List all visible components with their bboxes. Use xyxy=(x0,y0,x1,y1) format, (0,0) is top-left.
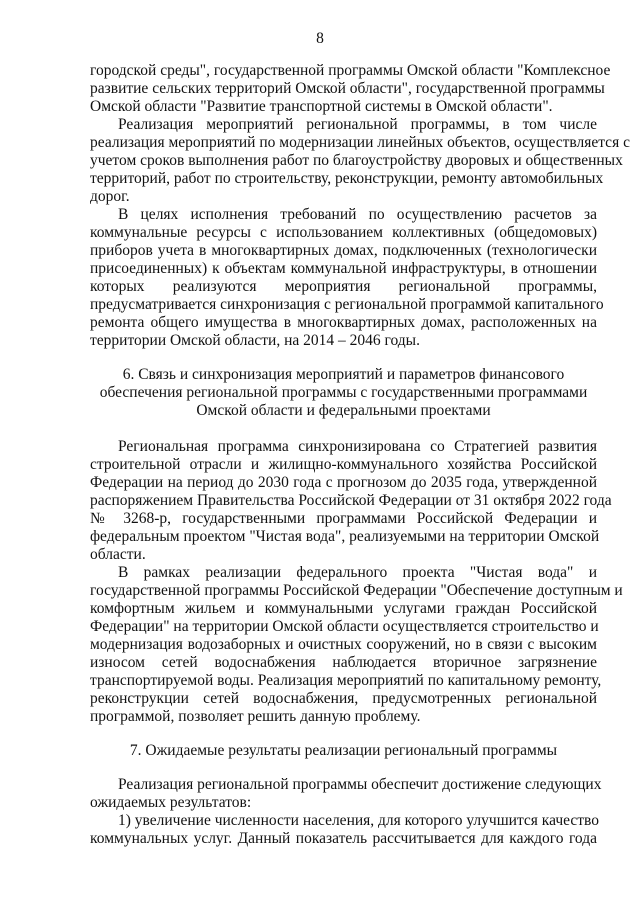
section-6-heading: Омской области и федеральными проектами xyxy=(196,402,491,419)
text-line: приборов учета в многоквартирных домах, подключенных (технологически xyxy=(90,242,597,259)
text-line: программой, позволяет решить данную проблему. xyxy=(90,708,421,725)
text-line: предусматривается синхронизация с региональной программой капитального xyxy=(90,296,604,313)
text-line: области. xyxy=(90,546,146,563)
text-line: ремонта общего имущества в многоквартирных домах, расположенных на xyxy=(90,314,597,331)
text-line: которых реализуются мероприятия региональной программы, xyxy=(90,278,597,295)
page-number: 8 xyxy=(316,30,324,47)
section-6-heading: 6. Связь и синхронизация мероприятий и параметров финансового xyxy=(122,366,565,383)
text-line: Федерации" на территории Омской области осуществляется строительство и xyxy=(90,618,599,635)
text-line: В целях исполнения требований по осуществлению расчетов за xyxy=(118,206,597,223)
text-line: реконструкции сетей водоснабжения, предусмотренных региональной xyxy=(90,690,597,707)
text-line: учетом сроков выполнения работ по благоустройству дворовых и общественных xyxy=(90,152,623,169)
text-line: развитие сельских территорий Омской области", государственной программы xyxy=(90,80,605,97)
text-line: распоряжением Правительства Российской Федерации от 31 октября 2022 года xyxy=(90,492,612,509)
text-line: № 3268-р, государственными программами Российской Федерации и xyxy=(90,510,597,527)
text-line: модернизация водозаборных и очистных сооружений, но в связи с высоким xyxy=(90,636,597,653)
section-7-heading: 7. Ожидаемые результаты реализации региональный программы xyxy=(129,742,558,759)
text-line: Реализация региональной программы обеспечит достижение следующих xyxy=(118,776,602,793)
text-line: Реализация мероприятий региональной программы, в том числе xyxy=(118,116,597,133)
text-line: комфортным жильем и коммунальными услугами граждан Российской xyxy=(90,600,597,617)
section-6-heading: обеспечения региональной программы с государственными программами xyxy=(99,384,588,401)
text-line: коммунальных услуг. Данный показатель рассчитывается для каждого года xyxy=(90,830,597,847)
text-line: территории Омской области, на 2014 – 2046 годы. xyxy=(90,332,420,349)
text-line: реализация мероприятий по модернизации линейных объектов, осуществляется с xyxy=(90,134,630,151)
text-line: федеральным проектом "Чистая вода", реализуемыми на территории Омской xyxy=(90,528,600,545)
text-line: Федерации на период до 2030 года с прогнозом до 2035 года, утвержденной xyxy=(90,474,597,491)
text-line: Омской области "Развитие транспортной системы в Омской области". xyxy=(90,98,553,115)
text-line: коммунальные ресурсы с использованием коллективных (общедомовых) xyxy=(90,224,597,241)
text-line: транспортируемой воды. Реализация мероприятий по капитальному ремонту, xyxy=(90,672,602,689)
text-line: ожидаемых результатов: xyxy=(90,794,252,811)
text-line: присоединенных) к объектам коммунальной инфраструктуры, в отношении xyxy=(90,260,597,277)
text-line: территорий, работ по строительству, реконструкции, ремонту автомобильных xyxy=(90,170,604,187)
text-line: В рамках реализации федерального проекта "Чистая вода" и xyxy=(118,564,597,581)
text-line: строительной отрасли и жилищно-коммунального хозяйства Российской xyxy=(90,456,597,473)
text-line: государственной программы Российской Федерации "Обеспечение доступным и xyxy=(90,582,623,599)
text-line: износом сетей водоснабжения наблюдается вторичное загрязнение xyxy=(90,654,597,671)
text-line: Региональная программа синхронизирована со Стратегией развития xyxy=(118,438,597,455)
text-line: городской среды", государственной программы Омской области "Комплексное xyxy=(90,62,611,79)
text-line: дорог. xyxy=(90,188,130,205)
text-line: 1) увеличение численности населения, для которого улучшится качество xyxy=(118,812,600,829)
